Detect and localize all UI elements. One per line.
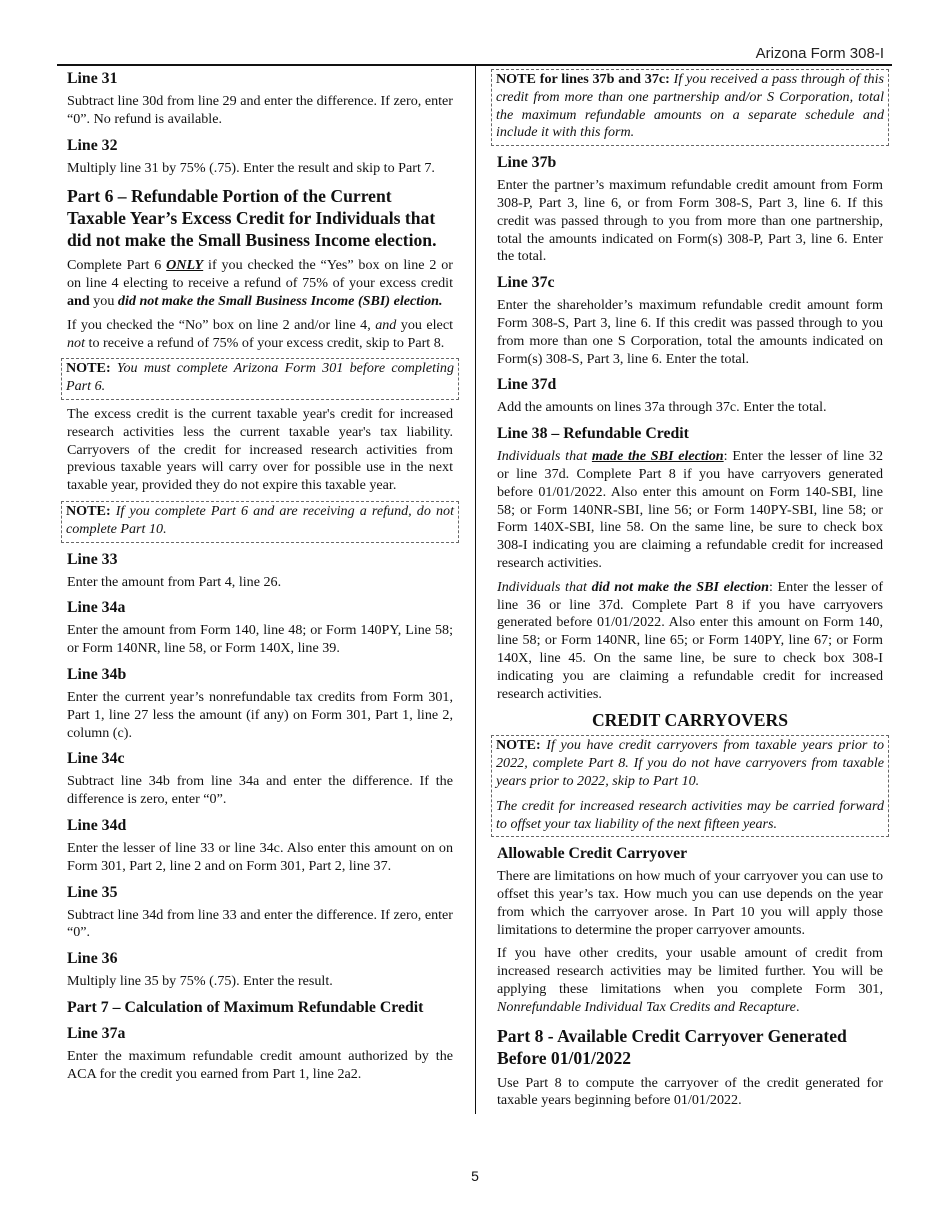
line38-sbi-paragraph: Individuals that made the SBI election: Enter the lesser of line 32 or line 37d. Complete Part 8 if you have carryovers generated before 01/01/2022. Also enter this amount on Form 140-SBI, line 58; or Form 140NR-SBI, line 56; or Form 140PY-SBI, line 58; or Form 140X-SBI, line 58. On the same line, be sure to check box 308-I indicating you are claiming a refundable credit for increased research activities. [497,448,883,571]
part6-paragraph-2: If you checked the “No” box on line 2 and/or line 4, and you elect not to receive a refund of 75% of your excess credit, skip to Part 8. [67,316,453,351]
allowable-carryover-heading: Allowable Credit Carryover [497,845,688,863]
line37c-heading: Line 37c [497,274,555,292]
line37b-heading: Line 37b [497,154,557,172]
line34d-heading: Line 34d [67,816,127,834]
line31-text: Subtract line 30d from line 29 and enter the difference. If zero, enter “0”. No refund is available. [67,93,453,127]
line32-text: Multiply line 31 by 75% (.75). Enter the result and skip to Part 7. [67,159,435,176]
note-lines-37b-37c: NOTE for lines 37b and 37c: If you received a pass through of this credit from more than one partnership and/or S Corporation, total the maximum refundable amounts on a separate schedule and include it with this form. [491,69,889,146]
line36-text: Multiply line 35 by 75% (.75). Enter the result. [67,973,333,990]
part6-note-refund: NOTE: If you complete Part 6 and are receiving a refund, do not complete Part 10. [61,501,459,543]
line34b-text: Enter the current year’s nonrefundable tax credits from Form 301, Part 1, line 27 less the amount (if any) on Form 301, Part 1, line 2, column (c). [67,688,453,741]
line38-non-sbi-paragraph: Individuals that did not make the SBI election: Enter the lesser of line 36 or line 37d. Complete Part 8 if you have carryovers generated before 01/01/2022. Also enter this amount on Form 140, line 58; or Form 140NR, line 65; or Form 140PY, line 67; or Form 140X, line 45. On the same line, be sure to check box 308-I indicating you are claiming a refundable credit for increased research activities. [497,578,884,702]
part8-text: Use Part 8 to compute the carryover of the credit generated for taxable years beginning before 01/01/2022. [497,1074,883,1109]
part6-note-form301: NOTE: You must complete Arizona Form 301 before completing Part 6. [61,358,459,400]
line34c-heading: Line 34c [67,750,125,768]
line36-heading: Line 36 [67,950,118,968]
line34c-text: Subtract line 34b from line 34a and enter the difference. If the difference is zero, enter “0”. [67,773,453,808]
part6-heading: Part 6 – Refundable Portion of the Current Taxable Year’s Excess Credit for Individuals that did not make the Small Business Income election. [67,186,437,251]
line35-text: Subtract line 34d from line 33 and enter the difference. If zero, enter “0”. [67,906,453,941]
right-column [497,69,883,1116]
left-column [67,69,453,1090]
line33-text: Enter the amount from Part 4, line 26. [67,573,282,590]
part8-heading: Part 8 - Available Credit Carryover Generated Before 01/01/2022 [497,1025,847,1068]
form-title: Arizona Form 308-I [755,45,884,62]
part7-heading: Part 7 – Calculation of Maximum Refundable Credit [67,998,424,1016]
part6-paragraph-3: The excess credit is the current taxable year's credit for increased research activities less the current taxable year's tax liability. Carryovers of the credit for increased research activities from previous taxable years will carry over for possible use in the next taxable year, provided they do not expire this taxable year. [67,405,453,494]
line37a-heading: Line 37a [67,1024,126,1042]
line38-heading: Line 38 – Refundable Credit [497,425,689,443]
carryovers-note: NOTE: If you have credit carryovers from taxable years prior to 2022, complete Part 8. If you do not have carryovers from taxable years prior to 2022, skip to Part 10. The credit for increased research activities may be carried forward to offset your tax liability of the next fifteen years. [491,735,889,837]
line37b-text: Enter the partner’s maximum refundable credit amount from Form 308-P, Part 3, line 6, or from Form 308-S, Part 3, line 6. If this credit was passed through to you from more than one partnership, total the amounts indicated on Form(s) 308-P, Part 3, line 6. Enter the total. [497,177,883,265]
allowable-paragraph-1: There are limitations on how much of your carryover you can use to offset this year’s tax. How much you can use depends on the year from which the carryover arose. In Part 10 you will apply those limitations to determine the proper carryover amounts. [497,868,883,938]
line31-heading: Line 31 [67,70,118,87]
line34a-heading: Line 34a [67,599,126,617]
line34a-text: Enter the amount from Form 140, line 48; or Form 140PY, Line 58; or Form 140NR, line 58, or Form 140X, line 39. [67,622,453,657]
line33-heading: Line 33 [67,550,118,568]
line37c-text: Enter the shareholder’s maximum refundable credit amount form Form 308-S, Part 3, line 6. If this credit was passed through to you from more than one S Corporation, total the amounts indicated on Form(s) 308-S, Part 3, line 6. Enter the total. [497,297,883,367]
column-divider [475,66,476,1114]
line37d-text: Add the amounts on lines 37a through 37c. Enter the total. [497,399,827,416]
line34d-text: Enter the lesser of line 33 or line 34c. Also enter this amount on on Form 301, Part 2, line 2 and on Form 301, Part 2, line 37. [67,839,453,874]
credit-carryovers-heading: CREDIT CARRYOVERS [591,710,789,731]
line34b-heading: Line 34b [67,665,127,683]
line35-heading: Line 35 [67,883,118,901]
allowable-paragraph-2: If you have other credits, your usable amount of credit from increased research activities may be limited further. You will be applying these limitations when you complete Form 301, Nonrefundable Individual Tax Credits and Recapture. [497,945,883,1015]
line37d-heading: Line 37d [497,376,557,394]
page-number: 5 [471,1168,479,1184]
part6-paragraph-1: Complete Part 6 ONLY if you checked the “Yes” box on line 2 or on line 4 electing to receive a refund of 75% of your excess credit and you did not make the Small Business Income (SBI) election. [67,257,453,309]
line37a-text: Enter the maximum refundable credit amount authorized by the ACA for the credit you earned from Part 1, line 2a2. [67,1047,453,1082]
line32-heading: Line 32 [67,136,118,154]
